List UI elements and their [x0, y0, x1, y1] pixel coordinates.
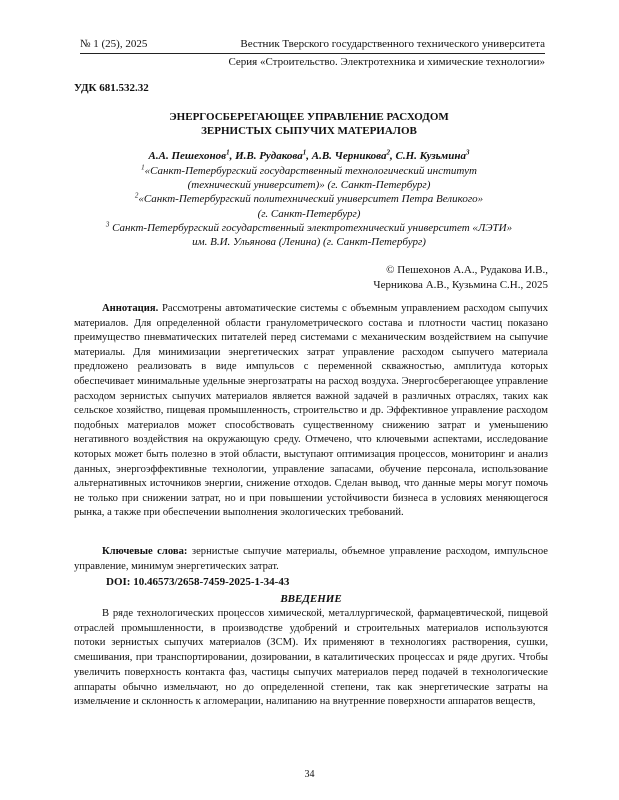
journal-title: Вестник Тверского государственного технического университета [240, 38, 545, 50]
introduction-paragraph: В ряде технологических процессов химической, металлургической, фармацевтической, пищевой отраслей промышленности, в производстве удобрений и строительных материалов используются потоки зернистых сыпучих материалов (ЗСМ). Их применяют в технологиях растворения, сушки, смешивания, при транспортировании, дозировании, в каталитических процессах и ряде других. Чтобы увеличить поверхность контакта фаз, частицы сыпучих материалов перед подачей в технологические аппараты обычно измельчают, но до определенной степени, так как энергетические затраты на измельчение и склонность к агломерации, налипанию на внутренние поверхности аппаратов веществ, [74, 608, 548, 708]
author-name: И.В. Рудакова [235, 150, 303, 162]
abstract-text: Рассмотрены автоматические системы с объемным управлением расходом сыпучих материалов. Для определенной области гранулометрического состава и плотности частиц показано преимущество пневматических питателей перед системами с механическим воздействием на сыпучие материалы. Для минимизации энергетических затрат управление расходом сыпучего материала предложено реализовать в виде импульсов с переменной скважностью, амплитуда которых обеспечивает минимальные удельные энергозатраты на расход воздуха. Энергосберегающее управление расходом зернистых сыпучих материалов является важной задачей в различных отраслях, таких как сельское хозяйство, пищевая промышленность, строительство и др. Эффективное управление расходом подобных материалов может способствовать существенному снижению затрат и уменьшению негативного воздействия на окружающую среду. Отмечено, что ключевыми аспектами, исследование которых может быть полезно в этой области, выступают оптимизация процессов, мониторинг и анализ данных, энергоэффективные технологии, управление запасами, обучение персонала, использование альтернативных источников энергии, снижение отходов. Сделан вывод, что данные меры могут помочь не только при снижении затрат, но и при повышении устойчивости бизнеса в условиях меняющегося рынка, а также при обеспечении выполнения экологических требований. [74, 303, 548, 519]
author-separator: , [390, 150, 396, 162]
author-affiliation-mark: 1 [302, 148, 307, 157]
copyright-line-2: Черникова А.В., Кузьмина С.Н., 2025 [373, 279, 548, 291]
affiliation-text: Санкт-Петербургский государственный электротехнический университет «ЛЭТИ» [109, 221, 513, 234]
affiliation-2-line-2: (г. Санкт-Петербург) [257, 207, 361, 220]
author-separator: , [229, 150, 236, 162]
article-title [74, 110, 544, 138]
title-line-1: ЭНЕРГОСБЕРЕГАЮЩЕЕ УПРАВЛЕНИЕ РАСХОДОМ [169, 111, 449, 123]
affiliation-mark: 3 [105, 220, 110, 229]
udk-code: УДК 681.532.32 [74, 82, 149, 94]
copyright-line-1: © Пешехонов А.А., Рудакова И.В., [386, 264, 548, 276]
title-line-2: ЗЕРНИСТЫХ СЫПУЧИХ МАТЕРИАЛОВ [201, 125, 417, 137]
affiliations [74, 164, 544, 249]
affiliation-mark: 2 [134, 191, 139, 200]
copyright-notice [300, 263, 548, 293]
author-affiliation-mark: 2 [386, 148, 390, 157]
keywords-label: Ключевые слова: [102, 546, 188, 557]
author-affiliation-mark: 3 [465, 148, 470, 157]
author-affiliation-mark: 1 [226, 148, 230, 157]
running-header [80, 38, 545, 50]
doi: DOI: 10.46573/2658-7459-2025-1-34-43 [106, 576, 290, 588]
affiliation-1-line-1 [74, 164, 544, 178]
author-list [74, 150, 544, 162]
affiliation-1-line-2: (технический университет)» (г. Санкт-Петербург) [187, 179, 431, 192]
affiliation-3-line-2: им. В.И. Ульянова (Ленина) (г. Санкт-Петербург) [192, 236, 426, 249]
issue-number: № 1 (25), 2025 [80, 38, 148, 50]
keywords-text: зернистые сыпучие материалы, объемное управление расходом, импульсное управление, минимум энергетических затрат. [74, 546, 549, 572]
keywords [74, 545, 548, 574]
author-name: А.В. Черникова [311, 150, 387, 162]
affiliation-text: «Санкт-Петербургский государственный технологический институт [144, 165, 477, 177]
affiliation-2-line-1 [74, 192, 544, 206]
header-rule [80, 53, 545, 54]
page-number: 34 [304, 769, 315, 780]
affiliation-text: «Санкт-Петербургский политехнический университет Петра Великого» [138, 193, 484, 206]
abstract-label: Аннотация. [102, 303, 159, 314]
abstract [74, 302, 548, 521]
section-heading-introduction: ВВЕДЕНИЕ [280, 593, 342, 605]
affiliation-mark: 1 [141, 163, 145, 172]
journal-series: Серия «Строительство. Электротехника и химические технологии» [228, 56, 545, 68]
author-name: С.Н. Кузьмина [395, 150, 466, 162]
author-separator: , [306, 150, 312, 162]
author-name: А.А. Пешехонов [148, 150, 227, 162]
affiliation-3-line-1 [74, 221, 544, 235]
